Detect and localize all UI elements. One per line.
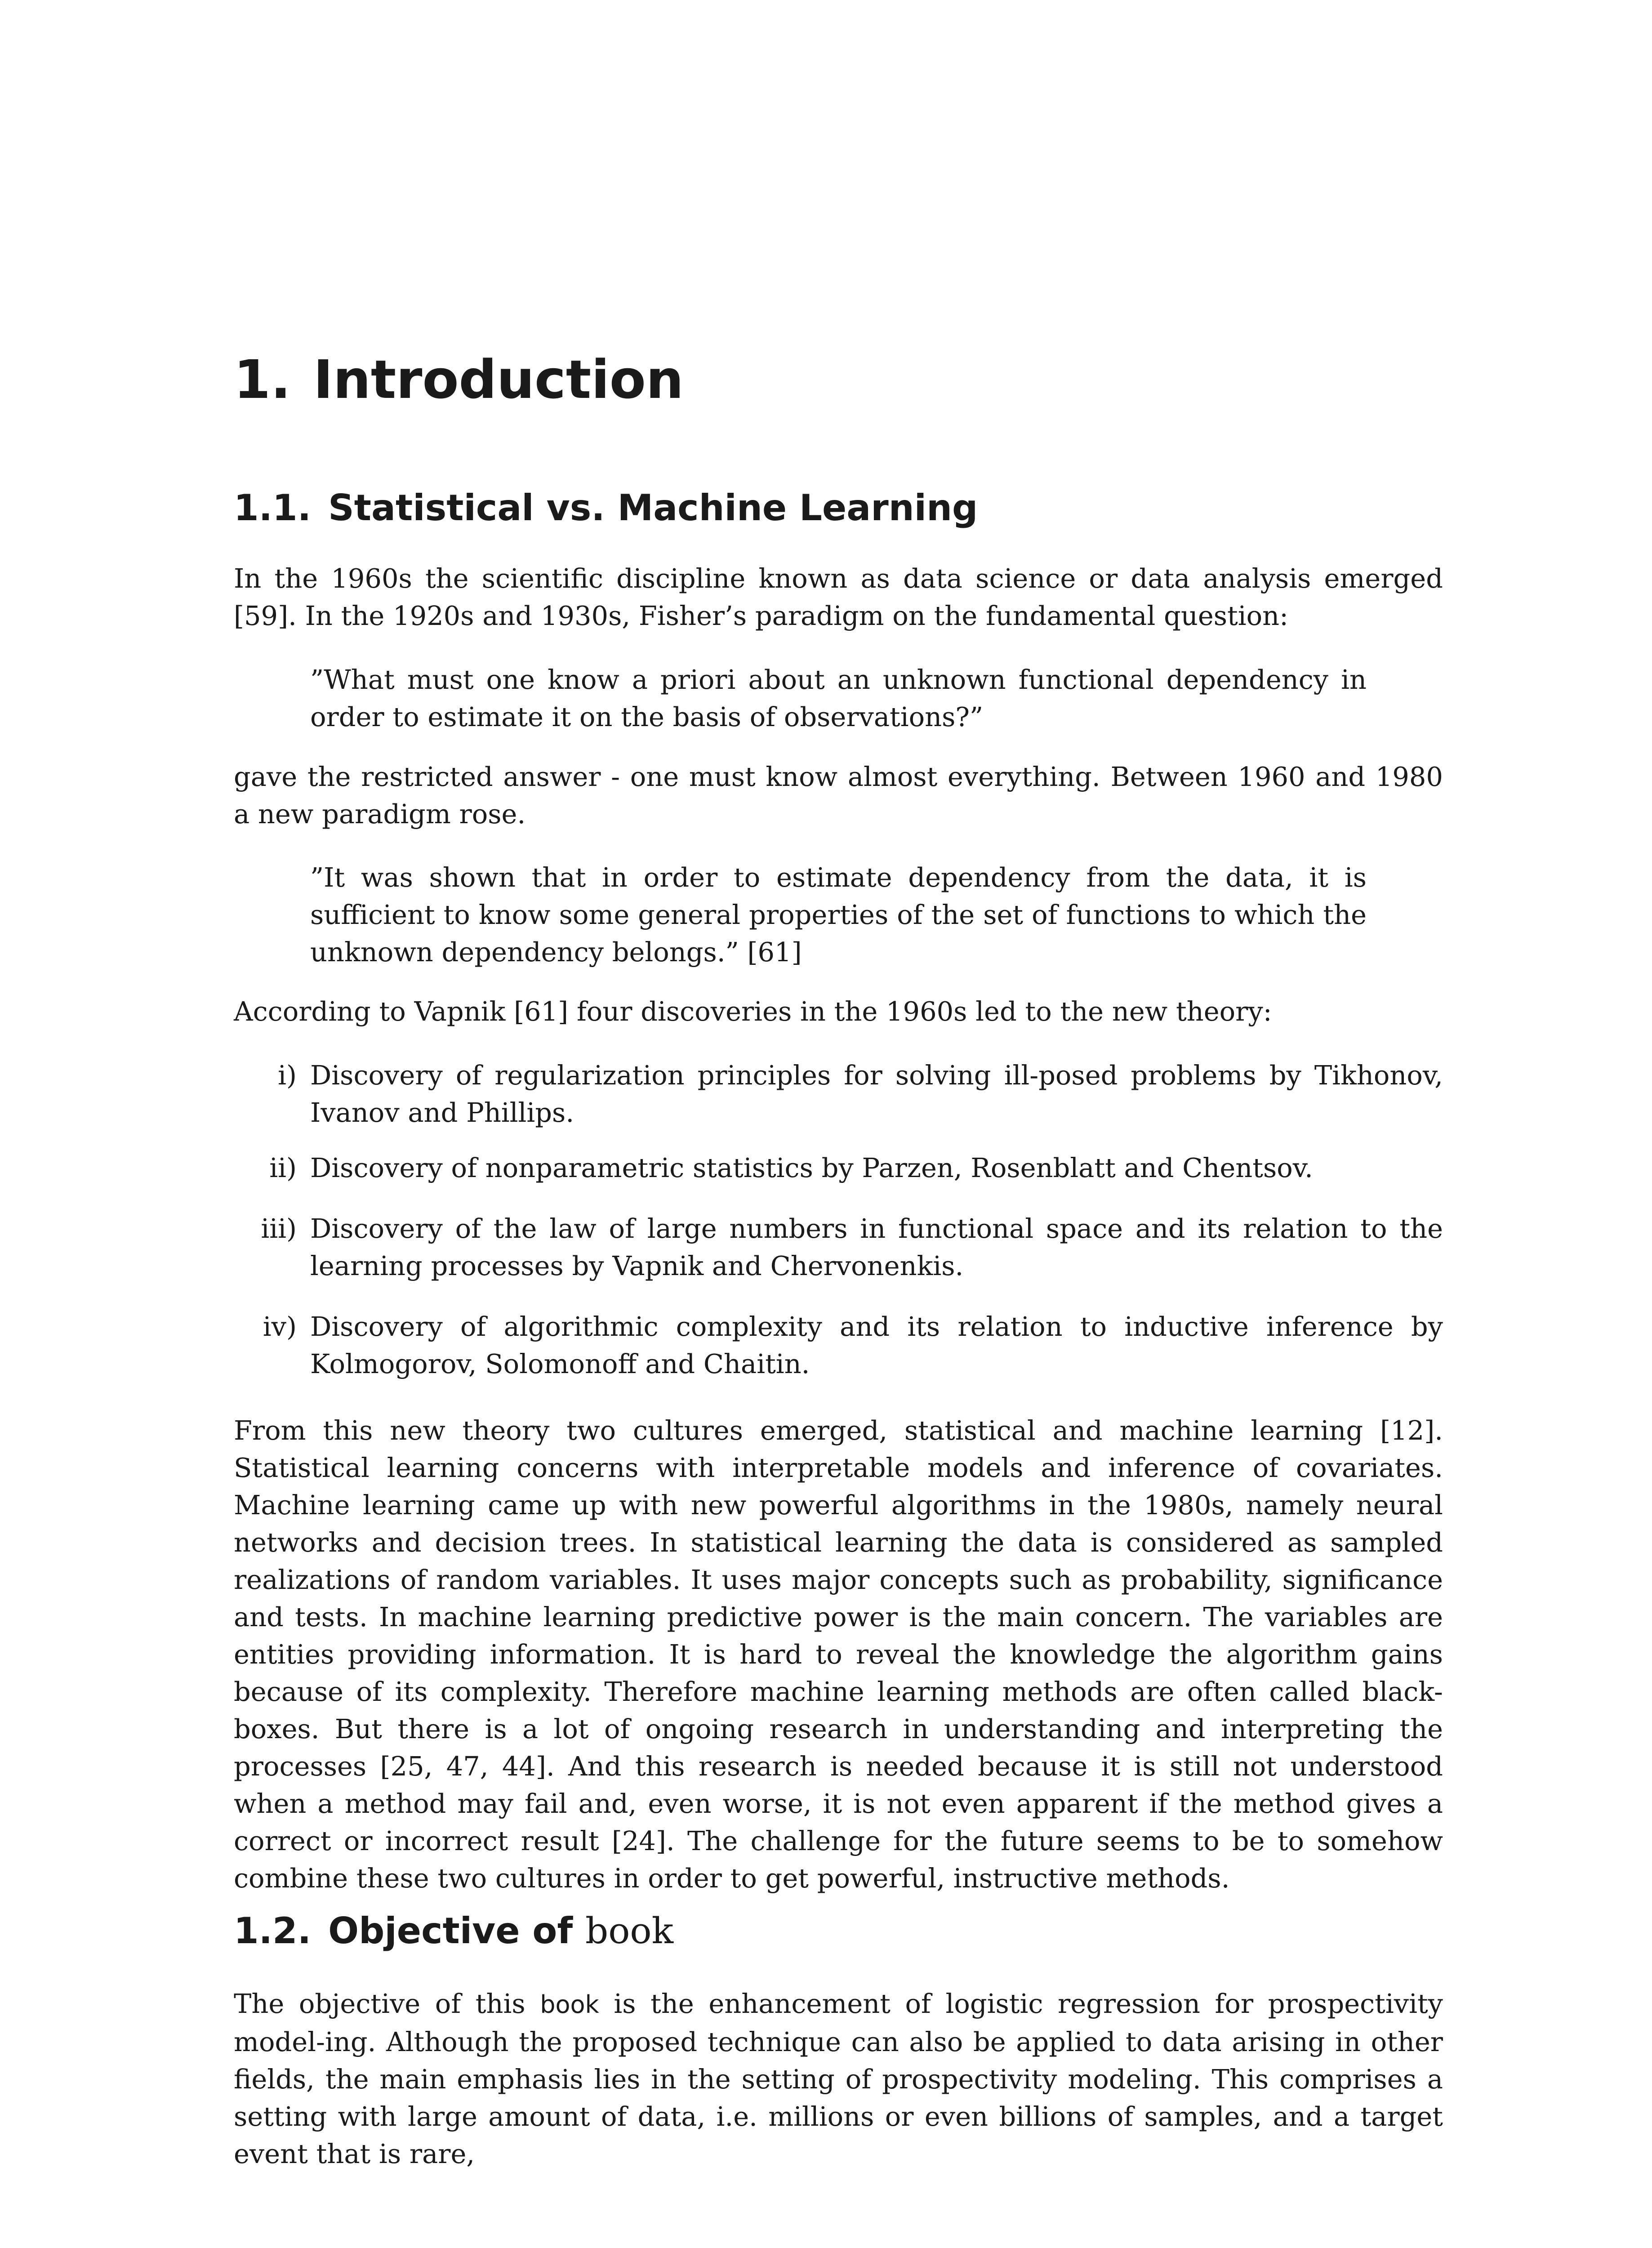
section-heading-1-1 — [234, 487, 978, 529]
list-marker: iii) — [261, 1213, 297, 1244]
list-marker: ii) — [269, 1152, 297, 1183]
chapter-title: Introduction — [313, 348, 684, 410]
list-item — [234, 1210, 1443, 1285]
paragraph-objective-start: The objective of this — [234, 1988, 540, 2019]
discoveries-list — [234, 1057, 1443, 1383]
list-marker: i) — [278, 1060, 297, 1091]
section-title: Statistical vs. Machine Learning — [328, 487, 978, 529]
list-text: Discovery of regularization principles for solving ill-posed problems by Tikhonov, Ivanov and Phillips. — [310, 1060, 1443, 1128]
paragraph-restricted-answer: gave the restricted answer - one must know almost everything. Between 1960 and 1980 a new paradigm rose. — [234, 761, 1443, 830]
list-item — [234, 1308, 1443, 1383]
paragraph-objective — [234, 1985, 1443, 2172]
section-number: 1.2. — [234, 1910, 312, 1952]
list-text: Discovery of the law of large numbers in functional space and its relation to the learning processes by Vapnik and Chervonenkis. — [310, 1213, 1443, 1281]
list-text: Discovery of algorithmic complexity and its relation to inductive inference by Kolmogorov, Solomonoff and Chaitin. — [310, 1311, 1443, 1379]
section-title-plain: book — [585, 1910, 674, 1952]
chapter-heading — [234, 348, 684, 410]
paragraph-discoveries-intro: According to Vapnik [61] four discoveries in the 1960s led to the new theory: — [234, 996, 1272, 1027]
list-marker: iv) — [263, 1311, 297, 1342]
section-title: Objective of — [328, 1910, 573, 1952]
block-quote-fisher: ”What must one know a priori about an unknown functional dependency in order to estimate it on the basis of observations?” — [310, 664, 1367, 732]
paragraph-objective-book: book — [540, 1990, 599, 2019]
paragraph-intro: In the 1960s the scientific discipline known as data science or data analysis emerged [59]. In the 1920s and 1930s, Fisher’s paradigm on the fundamental question: — [234, 563, 1443, 631]
list-item — [234, 1057, 1443, 1131]
list-text: Discovery of nonparametric statistics by Parzen, Rosenblatt and Chentsov. — [310, 1152, 1313, 1183]
section-heading-1-2 — [234, 1910, 674, 1952]
paragraph-objective-rest: is the enhancement of logistic regression for prospectivity model-ing. Although the proposed technique can also be applied to data arising in other fields, the main emphasis lies in the setting of prospectivity modeling. This comprises a setting with large amount of data, i.e. millions or even billions of samples, and a target event that is rare, — [234, 1988, 1443, 2169]
block-quote-vapnik: ”It was shown that in order to estimate dependency from the data, it is sufficient to know some general properties of the set of functions to which the unknown dependency belongs.” [61] — [310, 862, 1367, 968]
paragraph-two-cultures: From this new theory two cultures emerged, statistical and machine learning [12]. Statistical learning concerns with interpretable models and inference of covariates. Machine learning came up with new powerful algorithms in the 1980s, namely neural networks and decision trees. In statistical learning the data is considered as sampled realizations of random variables. It uses major concepts such as probability, significance and tests. In machine learning predictive power is the main concern. The variables are entities providing information. It is hard to reveal the knowledge the algorithm gains because of its complexity. Therefore machine learning methods are often called black-boxes. But there is a lot of ongoing research in understanding and interpreting the processes [25, 47, 44]. And this research is needed because it is still not understood when a method may fail and, even worse, it is not even apparent if the method gives a correct or incorrect result [24]. The challenge for the future seems to be to somehow combine these two cultures in order to get powerful, instructive methods. — [234, 1415, 1443, 1894]
list-item — [234, 1149, 1443, 1186]
chapter-number: 1. — [234, 348, 291, 410]
section-number: 1.1. — [234, 487, 312, 529]
